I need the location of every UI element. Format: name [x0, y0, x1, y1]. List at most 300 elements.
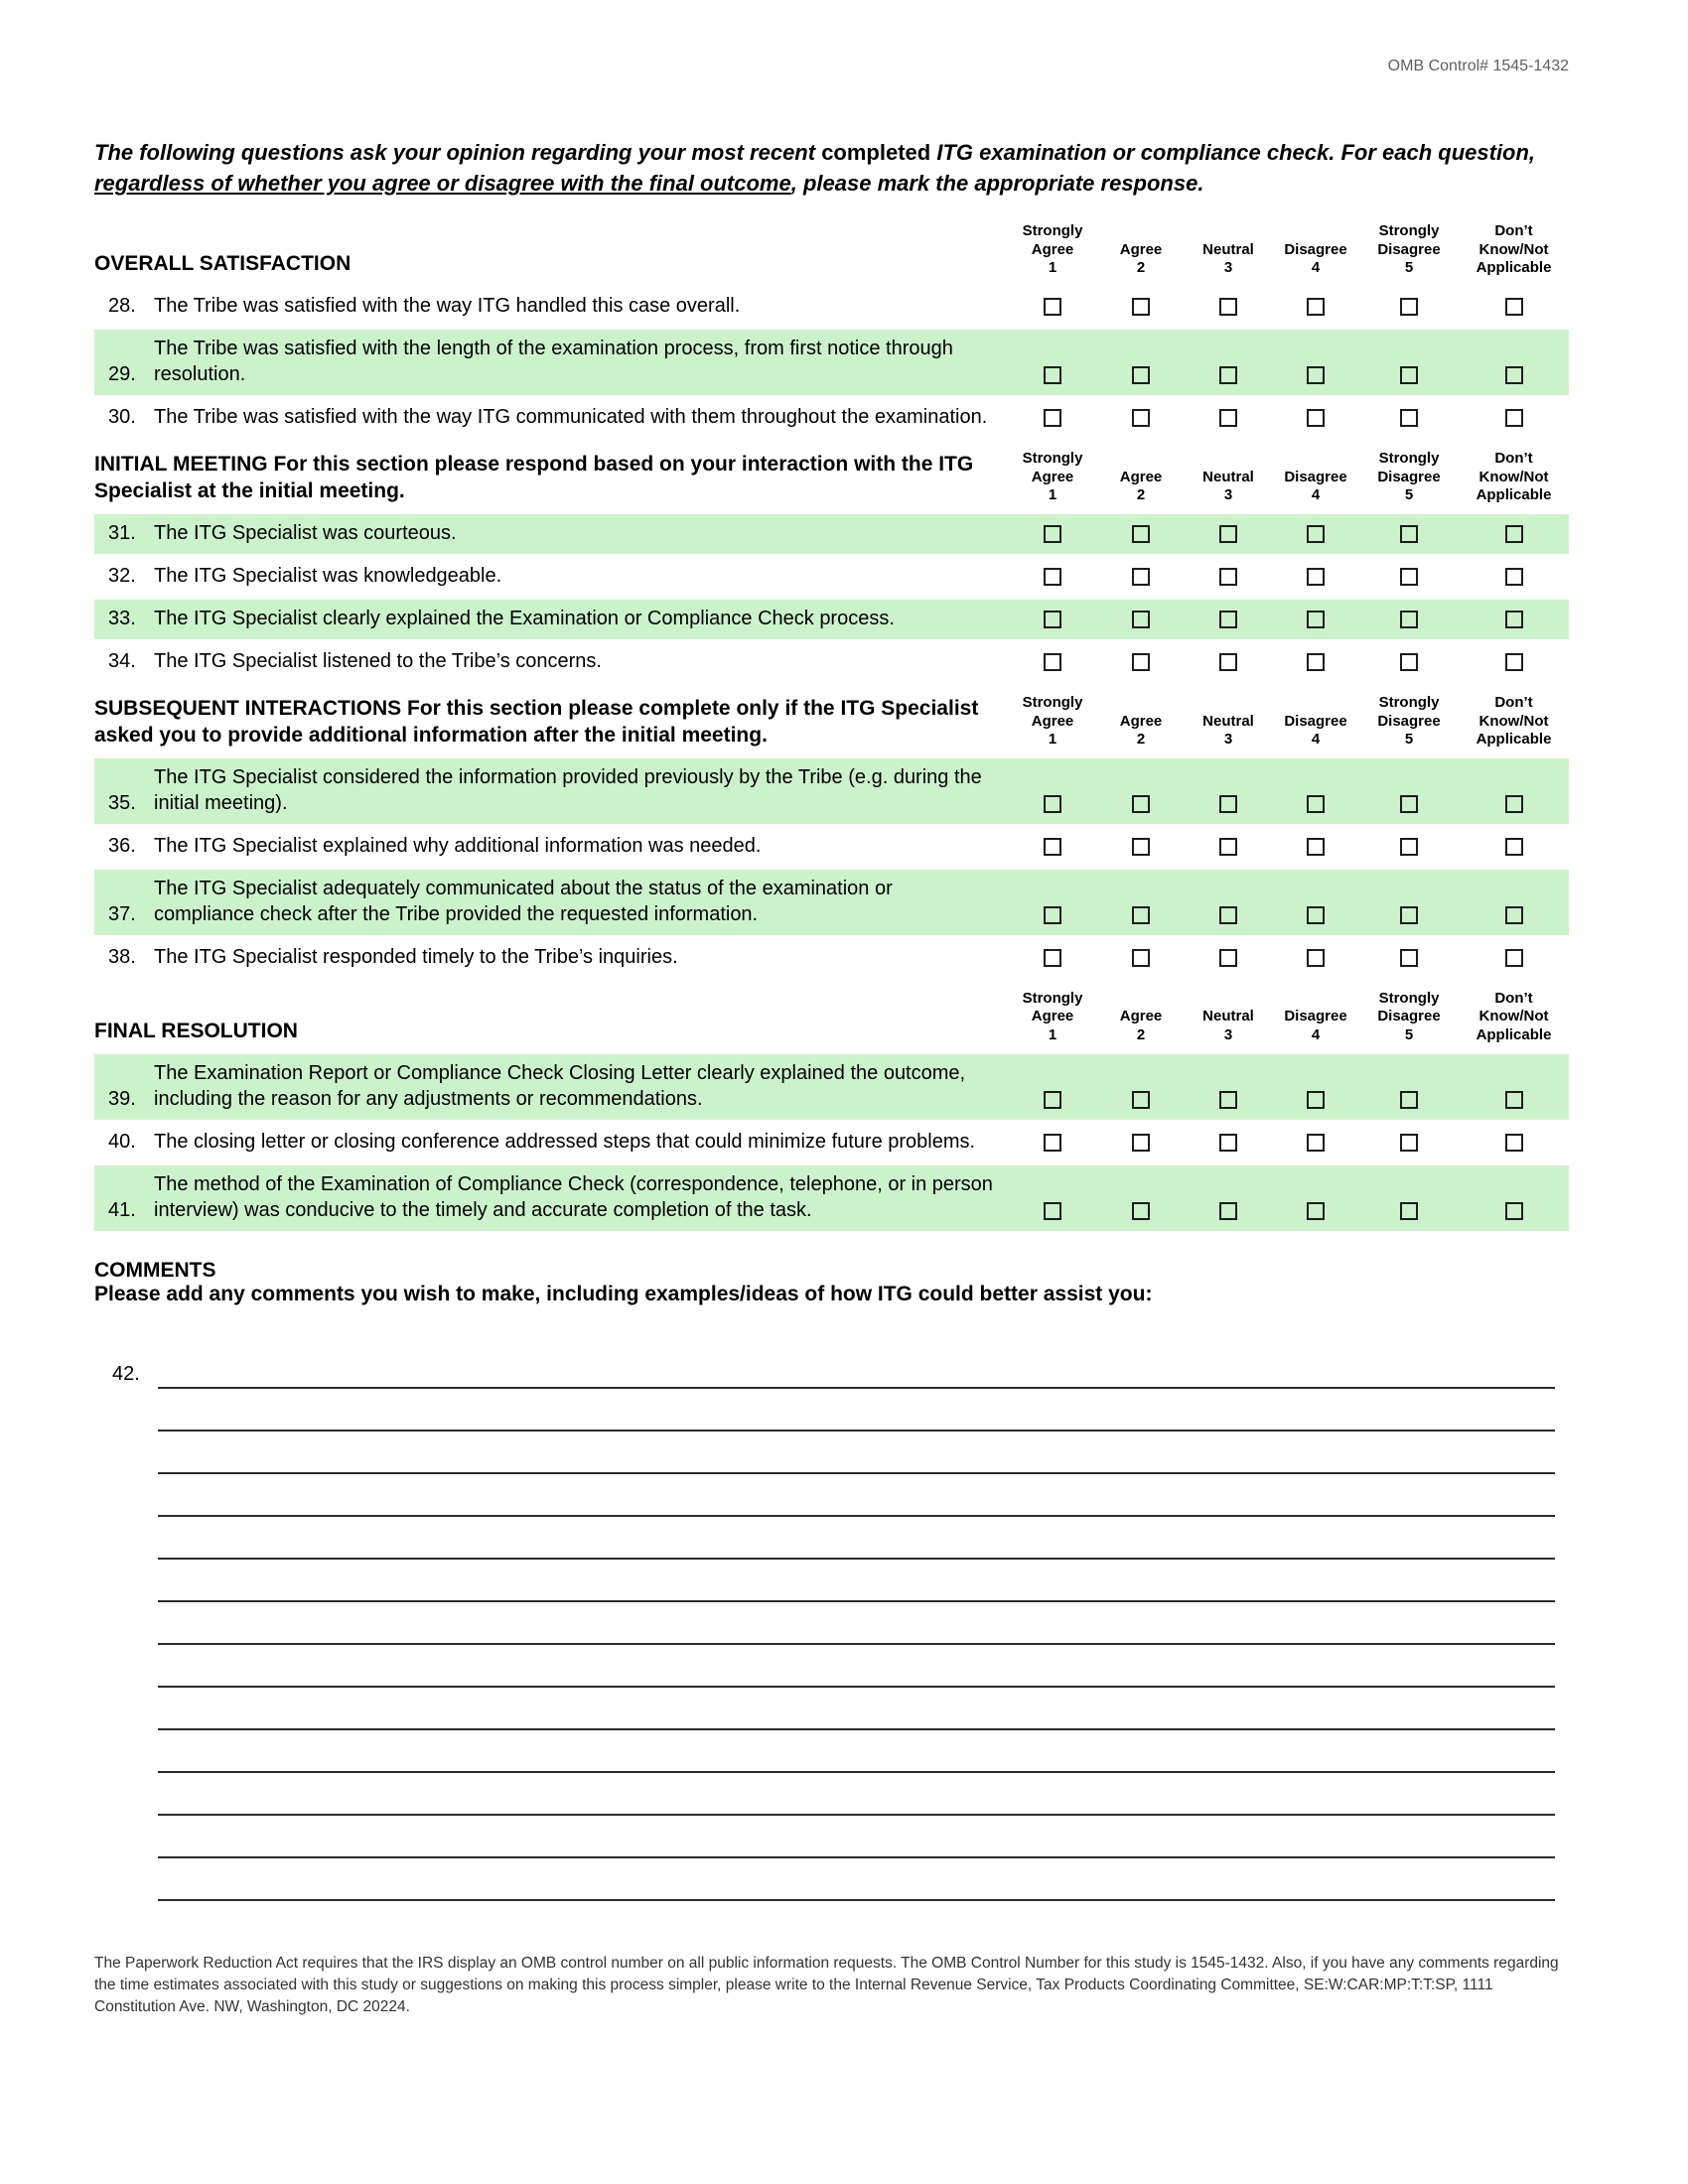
column-header-line: 5: [1404, 730, 1414, 748]
checkbox-columns: [1008, 298, 1569, 319]
checkbox[interactable]: [1307, 795, 1325, 813]
checkbox[interactable]: [1307, 525, 1325, 543]
question-row: [94, 758, 1569, 824]
comment-write-line[interactable]: [158, 1773, 1555, 1816]
section-header: [94, 450, 1569, 506]
column-header-line: 3: [1223, 1025, 1233, 1043]
checkbox-columns: [1008, 1091, 1569, 1112]
column-header-line: Neutral: [1202, 468, 1254, 485]
column-header-line: 3: [1223, 259, 1233, 277]
checkbox-cell: [1185, 298, 1272, 319]
checkbox-cell: [1097, 1091, 1185, 1112]
checkbox[interactable]: [1219, 366, 1237, 384]
question-number: 32.: [108, 565, 136, 588]
checkbox[interactable]: [1400, 906, 1418, 924]
question-number: 42.: [112, 1363, 140, 1386]
checkbox[interactable]: [1307, 949, 1325, 967]
column-header-line: Agree: [1031, 1008, 1074, 1025]
comment-write-line[interactable]: [158, 1602, 1555, 1645]
question-row: [94, 642, 1569, 682]
checkbox-cell: [1459, 366, 1569, 387]
question-text: The closing letter or closing conference addressed steps that could minimize future problems.: [154, 1131, 976, 1154]
intro-segment: regardless of whether you agree or disagree with the final outcome: [94, 171, 791, 197]
checkbox-cell: [1459, 1202, 1569, 1223]
checkbox-cell: [1097, 653, 1185, 674]
column-header-line: Know/Not: [1478, 240, 1549, 258]
column-header-line: Know/Not: [1478, 1008, 1549, 1025]
checkbox[interactable]: [1505, 298, 1523, 316]
checkbox-cell: [1097, 1202, 1185, 1223]
checkbox[interactable]: [1400, 611, 1418, 628]
checkbox-cell: [1008, 611, 1097, 631]
question-row: [94, 1165, 1569, 1231]
checkbox-cell: [1008, 568, 1097, 589]
checkbox[interactable]: [1219, 1134, 1237, 1152]
checkbox-cell: [1459, 949, 1569, 970]
checkbox-columns: [1008, 949, 1569, 970]
checkbox-cell: [1272, 568, 1359, 589]
checkbox-cell: [1097, 568, 1185, 589]
checkbox[interactable]: [1044, 1202, 1061, 1220]
comments-title: COMMENTS: [94, 1259, 216, 1283]
checkbox[interactable]: [1044, 298, 1061, 316]
checkbox-cell: [1272, 1134, 1359, 1155]
checkbox[interactable]: [1505, 1091, 1523, 1109]
checkbox-cell: [1272, 1202, 1359, 1223]
column-header: [1272, 222, 1359, 279]
checkbox[interactable]: [1505, 409, 1523, 427]
checkbox[interactable]: [1219, 611, 1237, 628]
checkbox[interactable]: [1219, 906, 1237, 924]
checkbox[interactable]: [1132, 409, 1150, 427]
checkbox-cell: [1459, 611, 1569, 631]
checkbox-cell: [1185, 795, 1272, 816]
checkbox-columns: [1008, 795, 1569, 816]
checkbox[interactable]: [1400, 1091, 1418, 1109]
checkbox[interactable]: [1044, 906, 1061, 924]
checkbox[interactable]: [1219, 1202, 1237, 1220]
checkbox[interactable]: [1307, 838, 1325, 856]
column-header-line: 1: [1048, 259, 1057, 277]
checkbox[interactable]: [1219, 653, 1237, 671]
checkbox[interactable]: [1400, 525, 1418, 543]
question-number: 36.: [108, 835, 136, 858]
column-header: [1272, 694, 1359, 751]
checkbox[interactable]: [1132, 1091, 1150, 1109]
question-text: The ITG Specialist was knowledgeable.: [154, 565, 502, 588]
column-header: [1097, 694, 1185, 751]
column-header: [1359, 694, 1459, 751]
checkbox-cell: [1185, 611, 1272, 631]
checkbox[interactable]: [1400, 409, 1418, 427]
checkbox[interactable]: [1132, 366, 1150, 384]
checkbox[interactable]: [1505, 838, 1523, 856]
column-header: [1008, 450, 1097, 506]
checkbox[interactable]: [1044, 1091, 1061, 1109]
checkbox[interactable]: [1219, 298, 1237, 316]
checkbox-cell: [1359, 653, 1459, 674]
section-title: INITIAL MEETING For this section please respond based on your interaction with the ITG Specialist at the initial meeting.: [94, 452, 974, 502]
column-header: [1185, 222, 1272, 279]
checkbox[interactable]: [1505, 366, 1523, 384]
checkbox-cell: [1359, 409, 1459, 430]
checkbox[interactable]: [1044, 611, 1061, 628]
checkbox-cell: [1359, 525, 1459, 546]
column-header-line: Strongly: [1022, 694, 1083, 712]
checkbox-cell: [1097, 795, 1185, 816]
checkbox[interactable]: [1132, 1202, 1150, 1220]
checkbox[interactable]: [1307, 611, 1325, 628]
checkbox[interactable]: [1400, 366, 1418, 384]
question-number: 31.: [108, 522, 136, 545]
checkbox-cell: [1272, 949, 1359, 970]
checkbox-cell: [1008, 366, 1097, 387]
checkbox[interactable]: [1307, 653, 1325, 671]
checkbox[interactable]: [1044, 366, 1061, 384]
section-header: [94, 694, 1569, 751]
column-header-line: Disagree: [1377, 240, 1441, 258]
column-header-line: Disagree: [1377, 712, 1441, 730]
column-header-line: Don’t: [1494, 450, 1533, 468]
question-row: [94, 514, 1569, 554]
checkbox[interactable]: [1307, 366, 1325, 384]
checkbox-cell: [1359, 611, 1459, 631]
comments-instruction: Please add any comments you wish to make, including examples/ideas of how ITG could better assist you:: [94, 1283, 1153, 1306]
checkbox-columns: [1008, 838, 1569, 859]
column-header-line: 5: [1404, 1025, 1414, 1043]
checkbox[interactable]: [1400, 1134, 1418, 1152]
checkbox-cell: [1008, 949, 1097, 970]
column-header-line: 2: [1136, 485, 1146, 503]
question-number: 38.: [108, 946, 136, 969]
checkbox[interactable]: [1132, 611, 1150, 628]
checkbox[interactable]: [1219, 838, 1237, 856]
column-header-line: Don’t: [1494, 222, 1533, 240]
checkbox[interactable]: [1044, 525, 1061, 543]
checkbox-cell: [1272, 611, 1359, 631]
column-header-line: Disagree: [1284, 240, 1347, 258]
question-row: [94, 938, 1569, 978]
question-number: 35.: [108, 792, 136, 815]
column-header-line: Strongly: [1022, 450, 1083, 468]
comment-write-line[interactable]: [158, 1816, 1555, 1858]
checkbox-cell: [1008, 1202, 1097, 1223]
comment-write-line[interactable]: [158, 1346, 1555, 1389]
column-header-line: Don’t: [1494, 694, 1533, 712]
checkbox-cell: [1008, 838, 1097, 859]
checkbox[interactable]: [1044, 568, 1061, 586]
checkbox-cell: [1008, 1134, 1097, 1155]
checkbox[interactable]: [1307, 409, 1325, 427]
checkbox-cell: [1359, 366, 1459, 387]
question-text: The method of the Examination of Compliance Check (correspondence, telephone, or in person interview) was conducive to the timely and accurate completion of the task.: [154, 1173, 993, 1222]
checkbox[interactable]: [1505, 525, 1523, 543]
checkbox[interactable]: [1400, 949, 1418, 967]
checkbox[interactable]: [1044, 409, 1061, 427]
column-header-line: Disagree: [1377, 1008, 1441, 1025]
checkbox-cell: [1459, 838, 1569, 859]
column-header-line: Strongly: [1378, 450, 1440, 468]
checkbox[interactable]: [1307, 906, 1325, 924]
checkbox[interactable]: [1505, 1134, 1523, 1152]
question-text: The Tribe was satisfied with the length of the examination process, from first notice through resolution.: [154, 338, 953, 386]
column-header-line: 2: [1136, 259, 1146, 277]
checkbox[interactable]: [1132, 795, 1150, 813]
checkbox-cell: [1097, 409, 1185, 430]
checkbox[interactable]: [1219, 568, 1237, 586]
comment-write-line[interactable]: [158, 1858, 1555, 1901]
checkbox[interactable]: [1400, 298, 1418, 316]
column-header-line: Disagree: [1284, 468, 1347, 485]
checkbox-cell: [1359, 298, 1459, 319]
checkbox[interactable]: [1132, 949, 1150, 967]
checkbox[interactable]: [1505, 1202, 1523, 1220]
question-text: The ITG Specialist responded timely to the Tribe’s inquiries.: [154, 946, 678, 969]
question-number: 34.: [108, 650, 136, 673]
checkbox[interactable]: [1400, 1202, 1418, 1220]
checkbox[interactable]: [1307, 1134, 1325, 1152]
column-header-line: 5: [1404, 485, 1414, 503]
checkbox[interactable]: [1400, 838, 1418, 856]
checkbox-cell: [1459, 568, 1569, 589]
column-header-line: 2: [1136, 1025, 1146, 1043]
checkbox[interactable]: [1505, 906, 1523, 924]
checkbox-cell: [1459, 795, 1569, 816]
question-text: The ITG Specialist was courteous.: [154, 522, 457, 545]
section-title: FINAL RESOLUTION: [94, 1019, 298, 1042]
column-header-line: 4: [1311, 485, 1321, 503]
question-row: [94, 870, 1569, 935]
question-row: [94, 1054, 1569, 1120]
column-header-line: Neutral: [1202, 712, 1254, 730]
question-number: 30.: [108, 406, 136, 429]
column-header-line: 4: [1311, 259, 1321, 277]
checkbox[interactable]: [1505, 949, 1523, 967]
checkbox-cell: [1185, 568, 1272, 589]
column-header-line: Agree: [1031, 712, 1074, 730]
intro-segment: completed: [821, 140, 931, 165]
column-header-line: Disagree: [1284, 712, 1347, 730]
column-header: [1459, 222, 1569, 279]
column-header-line: Neutral: [1202, 240, 1254, 258]
column-header: [1459, 450, 1569, 506]
checkbox-cell: [1359, 906, 1459, 927]
question-number: 28.: [108, 295, 136, 318]
column-header-line: Know/Not: [1478, 712, 1549, 730]
column-header-line: Agree: [1031, 468, 1074, 485]
checkbox[interactable]: [1219, 795, 1237, 813]
column-header-line: Strongly: [1022, 222, 1083, 240]
column-header: [1359, 450, 1459, 506]
column-header: [1185, 450, 1272, 506]
column-header: [1272, 450, 1359, 506]
checkbox-cell: [1459, 1134, 1569, 1155]
column-header: [1359, 990, 1459, 1046]
checkbox[interactable]: [1132, 838, 1150, 856]
checkbox-columns: [1008, 653, 1569, 674]
checkbox-cell: [1185, 525, 1272, 546]
comment-write-line[interactable]: [158, 1517, 1555, 1560]
comment-write-line[interactable]: [158, 1474, 1555, 1517]
checkbox-columns: [1008, 906, 1569, 927]
column-header-line: Strongly: [1378, 222, 1440, 240]
checkbox-cell: [1185, 838, 1272, 859]
column-header: [1008, 694, 1097, 751]
checkbox[interactable]: [1132, 525, 1150, 543]
question-number: 39.: [108, 1088, 136, 1111]
checkbox-cell: [1459, 298, 1569, 319]
column-header-line: Agree: [1119, 240, 1163, 258]
column-header-line: Applicable: [1476, 730, 1552, 748]
rating-column-headers: [1008, 694, 1569, 751]
checkbox-cell: [1185, 653, 1272, 674]
question-row: [94, 827, 1569, 867]
checkbox-cell: [1272, 298, 1359, 319]
checkbox-columns: [1008, 611, 1569, 631]
checkbox-cell: [1185, 1202, 1272, 1223]
checkbox[interactable]: [1132, 653, 1150, 671]
column-header: [1459, 990, 1569, 1046]
question-row: [94, 1123, 1569, 1162]
comment-write-line[interactable]: [158, 1432, 1555, 1474]
comments-write-in-area: [112, 1346, 1555, 1901]
column-header-line: 1: [1048, 485, 1057, 503]
checkbox-columns: [1008, 366, 1569, 387]
checkbox[interactable]: [1044, 795, 1061, 813]
checkbox-cell: [1272, 366, 1359, 387]
checkbox[interactable]: [1307, 298, 1325, 316]
intro-segment: The following questions ask your opinion regarding your most recent: [94, 140, 822, 165]
checkbox[interactable]: [1044, 653, 1061, 671]
column-header-line: Know/Not: [1478, 468, 1549, 485]
section-initial-meeting: [94, 450, 1569, 682]
checkbox-cell: [1272, 525, 1359, 546]
question-number: 41.: [108, 1199, 136, 1222]
section-header: [94, 990, 1569, 1046]
column-header-line: 3: [1223, 485, 1233, 503]
checkbox[interactable]: [1307, 1202, 1325, 1220]
checkbox-cell: [1008, 906, 1097, 927]
checkbox-cell: [1359, 568, 1459, 589]
checkbox[interactable]: [1307, 1091, 1325, 1109]
checkbox-cell: [1185, 949, 1272, 970]
column-header-line: Don’t: [1494, 990, 1533, 1008]
checkbox[interactable]: [1400, 653, 1418, 671]
checkbox-cell: [1008, 795, 1097, 816]
checkbox[interactable]: [1505, 653, 1523, 671]
column-header-line: Agree: [1119, 1008, 1163, 1025]
question-text: The ITG Specialist adequately communicated about the status of the examination or compliance check after the Tribe provided the requested information.: [154, 878, 893, 926]
column-header-line: Strongly: [1378, 694, 1440, 712]
column-header-line: Applicable: [1476, 485, 1552, 503]
checkbox-cell: [1459, 906, 1569, 927]
checkbox-cell: [1008, 653, 1097, 674]
section-subsequent-interactions: [94, 694, 1569, 978]
checkbox-cell: [1097, 611, 1185, 631]
checkbox[interactable]: [1219, 1091, 1237, 1109]
checkbox[interactable]: [1044, 838, 1061, 856]
question-number: 33.: [108, 608, 136, 630]
question-text: The ITG Specialist clearly explained the Examination or Compliance Check process.: [154, 608, 895, 630]
question-row: [94, 330, 1569, 395]
checkbox[interactable]: [1400, 795, 1418, 813]
question-row: [94, 557, 1569, 597]
checkbox-cell: [1097, 906, 1185, 927]
comment-write-line[interactable]: [158, 1688, 1555, 1730]
checkbox-cell: [1097, 1134, 1185, 1155]
checkbox-columns: [1008, 1202, 1569, 1223]
checkbox-cell: [1359, 1202, 1459, 1223]
column-header-line: 4: [1311, 730, 1321, 748]
comment-write-line[interactable]: [158, 1645, 1555, 1688]
column-header-line: Neutral: [1202, 1008, 1254, 1025]
checkbox-columns: [1008, 525, 1569, 546]
checkbox[interactable]: [1044, 1134, 1061, 1152]
checkbox[interactable]: [1132, 1134, 1150, 1152]
checkbox-cell: [1097, 525, 1185, 546]
checkbox-cell: [1272, 409, 1359, 430]
checkbox-cell: [1359, 1134, 1459, 1155]
checkbox[interactable]: [1400, 568, 1418, 586]
comment-write-line[interactable]: [158, 1560, 1555, 1602]
comment-write-line[interactable]: [158, 1730, 1555, 1773]
checkbox-cell: [1185, 1091, 1272, 1112]
checkbox-cell: [1097, 298, 1185, 319]
checkbox-cell: [1459, 409, 1569, 430]
comment-write-line[interactable]: [158, 1389, 1555, 1432]
checkbox[interactable]: [1505, 795, 1523, 813]
checkbox[interactable]: [1307, 568, 1325, 586]
question-number: 40.: [108, 1131, 136, 1154]
column-header-line: 4: [1311, 1025, 1321, 1043]
column-header: [1097, 222, 1185, 279]
section-title: SUBSEQUENT INTERACTIONS For this section please complete only if the ITG Specialist asked you to provide additional information after the initial meeting.: [94, 696, 979, 747]
column-header: [1008, 990, 1097, 1046]
checkbox-cell: [1272, 906, 1359, 927]
column-header-line: 3: [1223, 730, 1233, 748]
checkbox-cell: [1272, 838, 1359, 859]
column-header: [1185, 694, 1272, 751]
rating-column-headers: [1008, 222, 1569, 279]
question-sections: [94, 222, 1569, 1231]
checkbox[interactable]: [1505, 611, 1523, 628]
column-header-line: 1: [1048, 1025, 1057, 1043]
column-header: [1359, 222, 1459, 279]
question-text: The Tribe was satisfied with the way ITG communicated with them throughout the examination.: [154, 406, 988, 429]
omb-control-number: OMB Control# 1545-1432: [1387, 58, 1569, 74]
checkbox-cell: [1359, 838, 1459, 859]
checkbox[interactable]: [1132, 298, 1150, 316]
checkbox[interactable]: [1044, 949, 1061, 967]
intro-paragraph: [94, 137, 1569, 199]
column-header-line: Strongly: [1022, 990, 1083, 1008]
column-header-line: 1: [1048, 730, 1057, 748]
checkbox[interactable]: [1219, 949, 1237, 967]
checkbox[interactable]: [1132, 906, 1150, 924]
checkbox[interactable]: [1505, 568, 1523, 586]
checkbox[interactable]: [1219, 525, 1237, 543]
question-text: The Examination Report or Compliance Check Closing Letter clearly explained the outcome, including the reason for any adjustments or recommendations.: [154, 1062, 966, 1111]
checkbox-cell: [1097, 366, 1185, 387]
checkbox[interactable]: [1219, 409, 1237, 427]
checkbox-cell: [1272, 653, 1359, 674]
question-text: The ITG Specialist listened to the Tribe’s concerns.: [154, 650, 602, 673]
column-header: [1097, 990, 1185, 1046]
intro-segment: ITG examination or compliance check. For each question,: [930, 140, 1536, 165]
checkbox-cell: [1008, 1091, 1097, 1112]
section-title: OVERALL SATISFACTION: [94, 252, 352, 276]
checkbox[interactable]: [1132, 568, 1150, 586]
